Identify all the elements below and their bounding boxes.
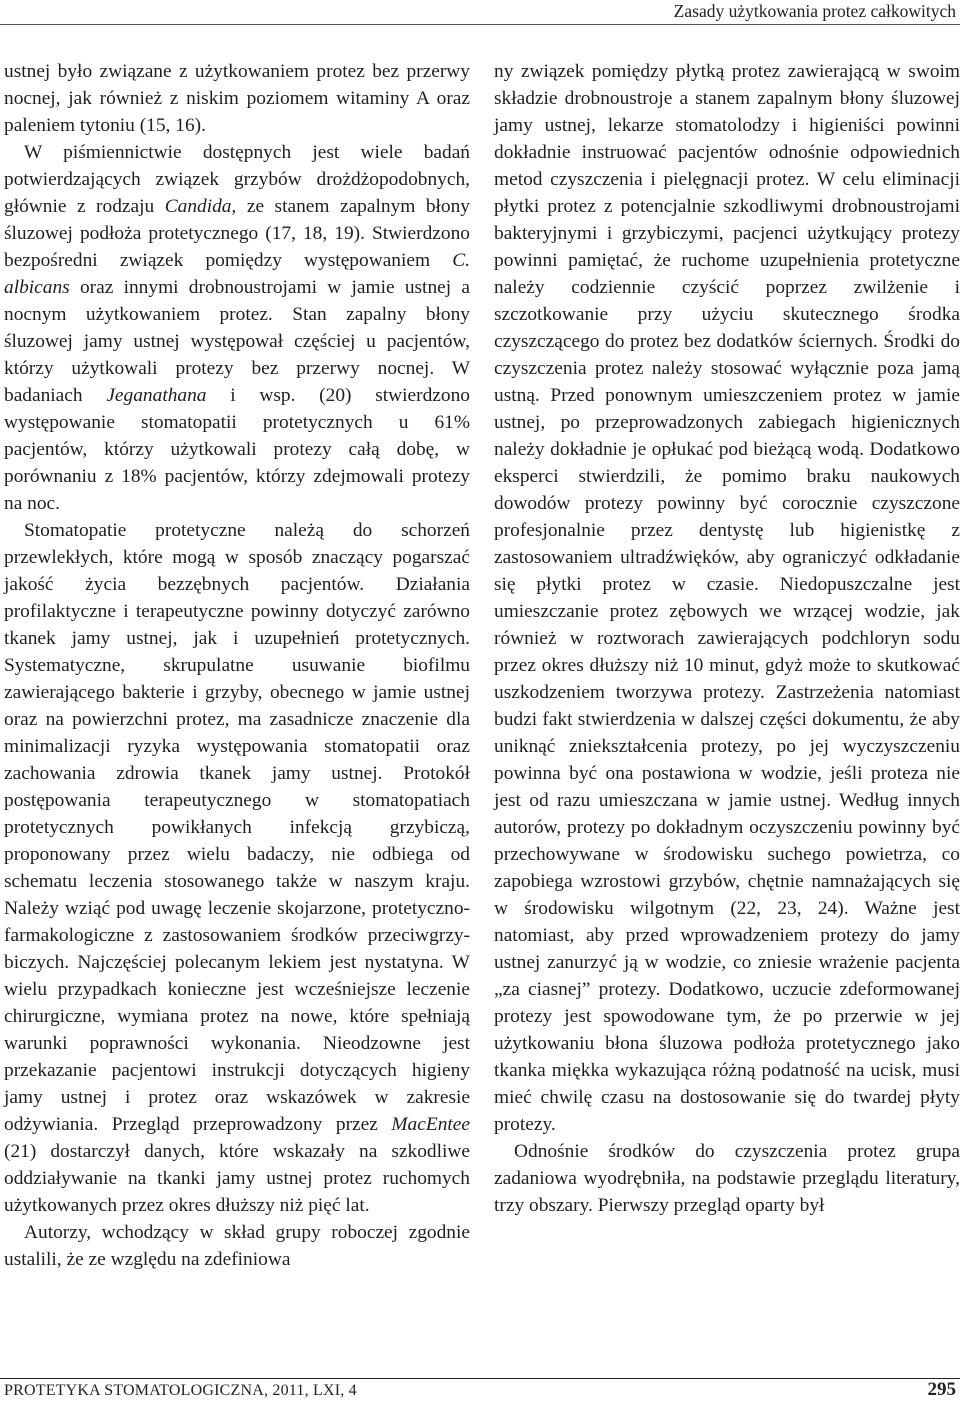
paragraph-left-1: ustnej było związane z użytkowaniem protez bez przerwy nocnej, jak również z niskim poziomem witaminy A oraz paleniem tytoniu (15, 16).	[4, 61, 470, 136]
right-column	[494, 58, 960, 1219]
paragraph-left-4: Autorzy, wchodzący w skład grupy roboczej zgodnie ustalili, że ze względu na zdefiniowa	[4, 1222, 470, 1270]
journal-citation: PROTETYKA STOMATOLOGICZNA, 2011, LXI, 4	[4, 1382, 357, 1399]
paragraph-left-3: Stomatopatie protetyczne należą do schorzeń przewlekłych, które mogą w sposób znaczący pogarszać jakość życia bezzębnych pacjentów. Działania profilaktyczne i terapeutyczne powinny dotyczyć zarówno tkanek jamy ustnej, jak i uzupełnień protetycznych. Systematyczne, skrupulatne usuwanie biofilmu zawierającego bakterie i grzyby, obecnego w jamie ustnej oraz na powierzchni protez, ma zasadnicze znaczenie dla minimalizacji ryzyka występowania stomatopatii oraz zachowania zdrowia tkanek jamy ustnej. Protokół postępowania terapeutycznego w stomatopatiach protetycznych powikłanych infekcją grzybiczą, proponowany przez wielu badaczy, nie odbiega od schematu leczenia stosowanego także w naszym kraju. Należy wziąć pod uwagę leczenie skojarzone, protetyczno-farmakologiczne z zastosowaniem środków przeciwgrzybiczych. Najczęściej polecanym lekiem jest nystatyna. W wielu przypadkach konieczne jest wcześniejsze leczenie chirurgiczne, wymiana protez na nowe, które spełniają warunki poprawności wykonania. Nieodzowne jest przekazanie pacjentowi instrukcji dotyczących higieny jamy ustnej i protez oraz wskazówek w zakresie odżywiania. Przegląd przeprowadzony przez MacEntee (21) dostarczył danych, które wskazały na szkodliwe oddziaływanie na tkanki jamy ustnej protez ruchomych użytkowanych przez okres dłuższy niż pięć lat.	[4, 520, 470, 1216]
footer-rule	[0, 1378, 960, 1379]
left-column	[4, 58, 470, 1273]
page-number: 295	[927, 1379, 956, 1400]
running-title: Zasady użytkowania protez całkowitych	[673, 1, 956, 21]
paragraph-left-2: W piśmiennictwie dostępnych jest wiele badań potwierdzających związek grzybów drożdżopodobnych, głównie z rodzaju Candida, ze stanem zapalnym błony śluzowej podłoża protetycznego (17, 18, 19). Stwierdzono bezpośredni związek pomiędzy występowaniem C. albicans oraz innymi drobnoustrojami w jamie ustnej a nocnym użytkowaniem protez. Stan zapalny błony śluzowej jamy ustnej występował częściej u pacjentów, którzy użytkowali protezy bez przerwy nocnej. W badaniach Jeganathana i wsp. (20) stwierdzono występowanie stomatopatii protetycznych u 61% pacjentów, którzy użytkowali protezy całą dobę, w porównaniu z 18% pacjentów, którzy zdejmowali protezy na noc.	[4, 142, 471, 514]
paragraph-right-2: Odnośnie środków do czyszczenia protez grupa zadaniowa wyodrębniła, na podstawie przeglądu literatury, trzy obszary. Pierwszy przegląd oparty był	[494, 1141, 960, 1216]
paragraph-right-1: ny związek pomiędzy płytką protez zawierającą w swoim składzie drobnoustroje a stanem zapalnym błony śluzowej jamy ustnej, lekarze stomatolodzy i higieniści powinni dokładnie instruować pacjentów odnośnie odpowiednich metod czyszczenia i pielęgnacji protez. W celu eliminacji płytki protez z potencjalnie szkodliwymi drobnoustrojami bakteryjnymi i grzybiczymi, pacjenci użytkujący protezy powinni pamiętać, że ruchome uzupełnienia protetyczne należy codziennie czyścić poprzez zwilżenie i szczotkowanie przy użyciu skutecznego środka czyszczącego do protez bez dodatków ściernych. Środki do czyszczenia protez należy stosować wyłącznie poza jamą ustną. Przed ponownym umieszczeniem protez w jamie ustnej, po przeprowadzonych zabiegach higienicznych należy dokładnie je opłukać pod bieżącą wodą. Dodatkowo eksperci stwierdzili, że pomimo braku naukowych dowodów protezy powinny być corocznie czyszczone profesjonalnie przez dentystę lub higienistkę z zastosowaniem ultradźwięków, aby ograniczyć odkładanie się płytki protez w czasie. Niedopuszczalne jest umieszczanie protez zębowych we wrzącej wodzie, jak również w roztworach zawierających podchloryn sodu przez okres dłuższy niż 10 minut, gdyż może to skutkować uszkodzeniem tworzywa protezy. Zastrzeżenia natomiast budzi fakt stwierdzenia w dalszej części dokumentu, że aby uniknąć zniekształcenia protezy, po jej wyczyszczeniu powinna być ona postawiona w wodzie, jeśli proteza nie jest od razu umieszczana w jamie ustnej. Według innych autorów, protezy po dokładnym oczyszczeniu powinny być przechowywane w środowisku suchego powietrza, co zapobiega wzrostowi grzybów, chętnie namnażających się w środowisku wilgotnym (22, 23, 24). Ważne jest natomiast, aby przed wprowadzeniem protezy do jamy ustnej zanurzyć ją w wodzie, co zniesie wrażenie pacjenta „za ciasnej” protezy. Dodatkowo, uczucie zdeformowanej protezy jest spowodowane tym, że po przerwie w jej użytkowaniu błona śluzowa podłoża protetycznego jako tkanka miękka wykazująca różną podatność na ucisk, musi mieć chwilę czasu na dostosowanie się do twardej płyty protezy.	[494, 61, 960, 1135]
header-rule	[0, 24, 960, 25]
